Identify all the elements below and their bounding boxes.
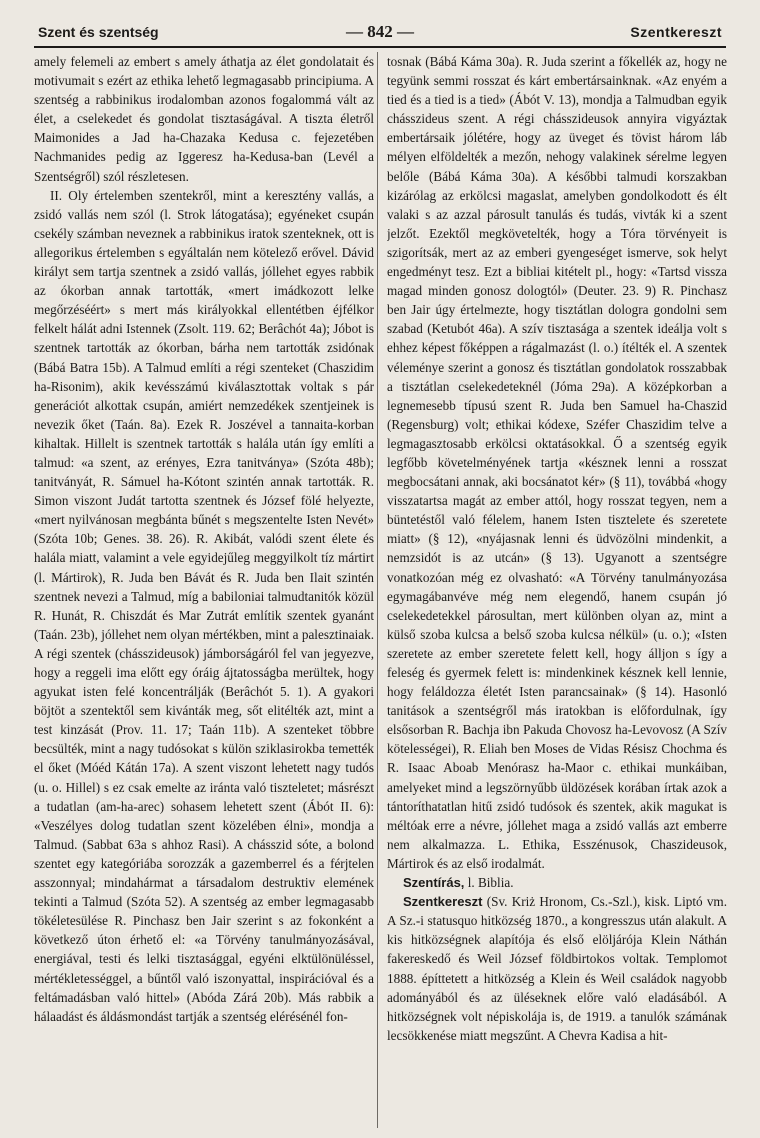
header-left-title: Szent és szentség xyxy=(38,24,159,40)
header-right-title: Szentkereszt xyxy=(630,24,722,40)
running-header xyxy=(34,20,726,48)
paragraph-szentseg-continued: tosnak (Bábá Káma 30a). R. Juda szerint a főkellék az, hogy ne tegyünk semmi rosszat és kárt embertársainknak. «Az enyém a tied és a tied is a tied» (Ábót V. 13), mondja a Talmudban egyik chásszideus szent. A régi chásszideusok annyira vigyáztak embertársaik jólétére, hogy az üveget és tövist három láb mélyen elföldelték a mezőn, nehogy valakinek sérelme legyen belőle (Bábá Káma 30a). A későbbi talmudi korszakban kizárólag az erkölcsi magaslat, amelyben gondolkodott és élt valaki s az azzal párosult tanulás és tudás, vivták ki a szent jelzőt. Ezektől megkövetelték, hogy a Tóra törvényeit is szigorítsák, mert az az emberi gyengeséget ismerve, sok helyt engedményt tesz. Ezt a bibliai kitételt pl., hogy: «Tartsd vissza magad minden gonosz dologtól» (Deuter. 23. 9) R. Pinchasz ben Jair úgy értelmezte, hogy tisztátlan dologra gondolni sem szabad (Ketubót 46a). A szív tisztasága a szentek ideálja volt s ehhez képest főképpen a rágalmazást (l. o.) ítélték el. A szentek véleménye szerint a gonosz és tisztátlan gondolatok rosszabbak a tisztátlan cselekedeteknél (Jóma 29a). A középkorban a legnemesebb típusú szent R. Juda ben Samuel ha-Chaszid (Regensburg) volt; ethikai kódexe, Széfer Chaszidim telve a legmagasztosabb erkölcsi oktatásokkal. Ő a szentség egyik legfőbb követelményének tartja «késznek lenni a rosszat megbocsátani annak, aki bocsánatot kér» (§ 11), továbbá «hogy visszatartsa magát az ember attól, hogy rosszat tegyen, nem a büntetéstől való félelem, hanem Isten tisztelete és szeretete miatt» (§ 12), «nyájasnak lenni és üdvözölni mindenkit, a nemzsidót is az utcán» (§ 13). Ugyanott a szentségre vonatkozóan még ez olvasható: «A Törvény tanulmányozása egymagábanvéve még nem elegendő, hanem csupán jó cselekedetekkel párosultan, mert különben olyan az, mint a külső szoba kulcsa a belső szoba kulcsa nélkül» (u. o.); «Isten szeretete az ember szeretete felett kell, hogy álljon s így a feleség és gyermek felett is: mindenkinek késznek kell lennie, hogy feláldozza életét Isten parancsainak» (§ 14). Hasonló tanitások a szentségről más iratokban is előfordulnak, így elsősorban R. Bachja ibn Pakuda Chovosz ha-Levovosz (A Szív kötelességei), R. Eliah ben Moses de Vidas Résisz Chochma és R. Isaac Aboab Menórasz ha-Maor c. ethikai munkáiban, amelyeket mind a legszörnyűbb üldözések korában írtak azok a tántoríthatatlan hitű zsidó tudósok és szentek, akik magukat is méltóak erre a névre, jóllehet maga a zsidó vallás azt emberre nem alkalmazza. L. Ethika, Esszénusok, Chaszideusok, Mártirok és az első irodalmát. xyxy=(387,54,727,871)
entry-szentiras xyxy=(387,873,727,892)
column-divider xyxy=(377,52,378,1128)
entry-szentkereszt xyxy=(387,892,727,1045)
left-column xyxy=(34,52,374,1128)
page-number: — 842 — xyxy=(346,22,414,41)
paragraph-szentseg-2: II. Oly értelemben szentekről, mint a keresztény vallás, a zsidó vallás nem szól (l. Strok látogatása); egyéneket csupán csekély számban neveznek a rabbinikus iratok szenteknek, ott is allegorikus értelemben s egyáltalán nem kötelező erővel. Dávid királyt sem tartja szentnek a zsidó vallás, jóllehet egyes rabbik az ókorban annak tartották, «mert imádkozott lelke megőrzéséért» s mert más királyokkal ellentétben éjfélkor felkelt hálát adni Istennek (Zsolt. 119. 62; Berâchót 4a); Jóbot is szentnek tartották az ókorban, bárha nem tartották zsidónak (Bábá Batra 15b). A Talmud említi a régi szenteket (Chaszidim ha-Risonim), akik kevésszámú kiválasztottak voltak s pár generációt alkottak csupán, amiért nemzedékek szentjeinek is nevezik őket (Taán. 8a). Ezek R. Joszével a tannaita-korban kihaltak. Hillelt is szentnek tartották s halála után így említi a talmud: «a szent, az erényes, Ezra tanitványa» (Szóta 48b); tanitványát, R. Sámuel ha-Kótont szintén annak tartották. R. Simon viszont Judát tartotta szentnek és József fölé helyezte, «mert nyilvánosan megbánta bűnét s megszentelte Isten Nevét» (Szóta 10b; Genes. 38. 26). R. Akibát, valódi szent élete és halála miatt, valamint a vele egyidejűleg meggyilkolt tíz mártirt (l. Mártirok), R. Juda ben Bávát és R. Juda ben Ilait szintén szentnek nevezi a Talmud, míg a babiloniai talmudtanitók közül R. Hunát, R. Chiszdát és Mar Zutrát említik szentek gyanánt (Taán. 23b), jóllehet nem olyan mértékben, mint a palesztinaiak. A régi szentek (chásszideusok) jámborságáról fel van jegyezve, hogy a reggeli ima előtt egy óráig ájtatosságba merültek, hogy agyukat isten felé koncentrálják (Berâchót 5. 1). A gyakori böjtöt a szentektől sem kivánták meg, sőt elitélték azt, mint a test kinzását (Prov. 11. 17; Taán 11b). A szenteket többre becsülték, mint a nagy tudósokat s külön sziklasirokba temették el őket (Móéd Kátán 17a). A szent viszont lehetett nagy tudós (u. o. Hillel) s ez csak emelte az iránta való tiszteletet; másrészt a tudatlan (am-ha-arec) sohasem lehetett szent (Ábót II. 6): «Veszélyes dolog tudatlan szent közelében élni», mondja a Talmud. (Sabbat 63a s ahhoz Rasi). A chásszid sóte, a bolond szentet egy kategóriába sorozzák a gazemberrel és a férjtelen asszonnyal; mindahármat a társadalom destruktiv elemének tekinti a Talmud (Szóta 52). A szentség az ember legmagasabb tökéletesülése R. Pinchasz ben Jair szerint s az fokonként a következő úton érhető el: «a Törvény tanulmányozásával, energiával, testi és lelki tisztasággal, egyéni elktülönüléssel, mértékletességgel, a bűntől való iszonyattal, inspirációval és a feltámadásban való hittel» (Abóda Zárá 20b). Más rabbik a hálaadást és áldásmondást tartják a szentség elérésénél fon- xyxy=(34,187,374,1024)
headword-szentkereszt: Szentkereszt xyxy=(403,894,483,910)
entry-szentiras-body: l. Biblia. xyxy=(464,875,514,891)
right-column xyxy=(387,52,727,1128)
entry-szentkereszt-body: (Sv. Kriż Hronom, Cs.-Szl.), kisk. Liptó vm. A Sz.-i statusquo hitközség 1870., a kongresszus után alakult. A kis hitközségnek alapítója és első elöljárója Klein Náthán fakereskedő és Weil József földbirtokos voltak. Templomot 1888. építtetett a hitközség a Klein és Weil családok nagyobb adományából és az üléseknek előre való eladásából. A hitközségnek volt népiskolája is, de 1919. a tanulók számának lecsökkenése miatt megszűnt. A Chevra Kadisa a hit- xyxy=(387,894,727,1043)
paragraph-szentseg-1: amely felemeli az embert s amely áthatja az élet gondolatait és motivumait s ezért az ethika lehető legmagasabb principiuma. A szentség a rabbinikus irodalomban azonos fogalommá vált az élet, a cselekedet és gondolat tisztaságával. A tiszta életről Maimonides a Jad ha-Chazaka Kedusa c. fejezetében Nachmanides pedig az Iggeresz ha-Kedusa-ban (Levél a Szentségről) szól részletesen. xyxy=(34,54,374,184)
headword-szentiras: Szentírás, xyxy=(403,875,465,891)
